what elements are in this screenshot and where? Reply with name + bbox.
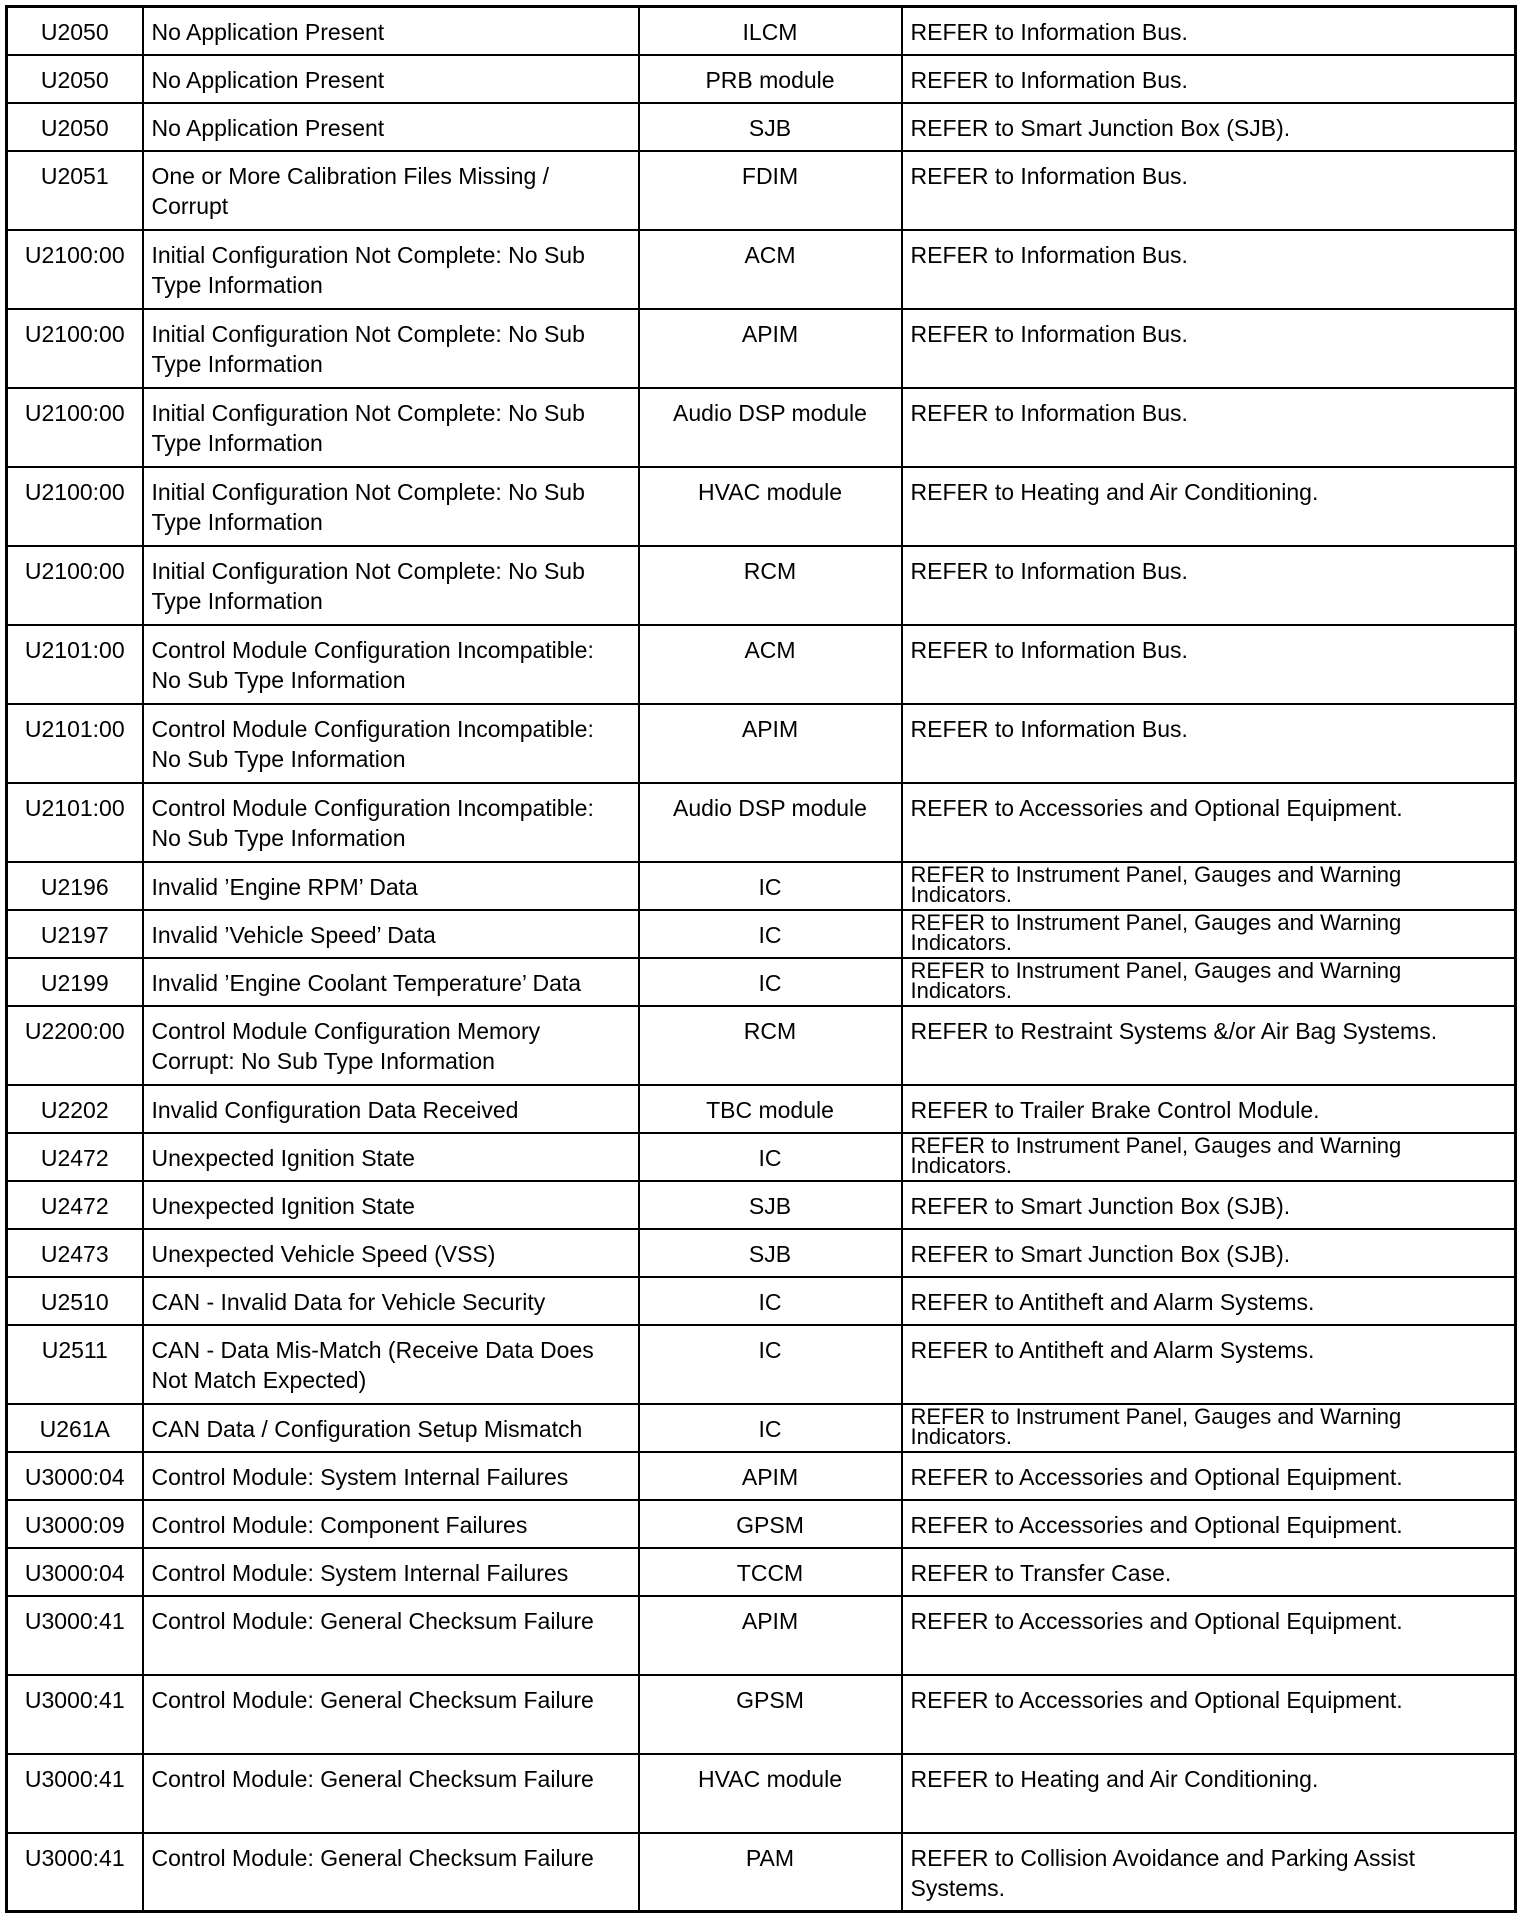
description-cell: Unexpected Ignition State: [143, 1181, 639, 1229]
description-cell: Invalid ’Engine RPM’ Data: [143, 862, 639, 910]
module-cell: IC: [639, 1277, 902, 1325]
action-cell: REFER to Smart Junction Box (SJB).: [902, 103, 1516, 151]
action-cell: REFER to Accessories and Optional Equipment.: [902, 1452, 1516, 1500]
dtc-code-cell: U2101:00: [7, 625, 143, 704]
action-cell: REFER to Instrument Panel, Gauges and Warning Indicators.: [902, 1404, 1516, 1452]
module-cell: Audio DSP module: [639, 783, 902, 862]
action-cell: REFER to Instrument Panel, Gauges and Warning Indicators.: [902, 958, 1516, 1006]
dtc-code-cell: U3000:41: [7, 1596, 143, 1675]
action-cell: REFER to Restraint Systems &/or Air Bag Systems.: [902, 1006, 1516, 1085]
description-cell: No Application Present: [143, 7, 639, 55]
dtc-code-cell: U2100:00: [7, 230, 143, 309]
description-cell: Control Module: System Internal Failures: [143, 1452, 639, 1500]
dtc-code-cell: U2196: [7, 862, 143, 910]
description-cell: Initial Configuration Not Complete: No Sub Type Information: [143, 546, 639, 625]
module-cell: IC: [639, 958, 902, 1006]
table-row: [7, 1548, 1516, 1596]
action-cell: REFER to Smart Junction Box (SJB).: [902, 1229, 1516, 1277]
description-cell: Initial Configuration Not Complete: No Sub Type Information: [143, 309, 639, 388]
dtc-code-cell: U2473: [7, 1229, 143, 1277]
module-cell: ILCM: [639, 7, 902, 55]
action-cell: REFER to Instrument Panel, Gauges and Warning Indicators.: [902, 1133, 1516, 1181]
action-cell: REFER to Information Bus.: [902, 7, 1516, 55]
module-cell: IC: [639, 862, 902, 910]
description-cell: Invalid Configuration Data Received: [143, 1085, 639, 1133]
table-row: [7, 958, 1516, 1006]
action-cell: REFER to Instrument Panel, Gauges and Warning Indicators.: [902, 862, 1516, 910]
description-cell: Control Module Configuration Incompatible: No Sub Type Information: [143, 704, 639, 783]
action-cell: REFER to Information Bus.: [902, 388, 1516, 467]
module-cell: ACM: [639, 625, 902, 704]
action-cell: REFER to Information Bus.: [902, 151, 1516, 230]
module-cell: SJB: [639, 103, 902, 151]
module-cell: IC: [639, 910, 902, 958]
dtc-code-cell: U2100:00: [7, 309, 143, 388]
dtc-code-cell: U2051: [7, 151, 143, 230]
description-cell: Control Module: General Checksum Failure: [143, 1675, 639, 1754]
table-row: [7, 862, 1516, 910]
module-cell: PAM: [639, 1833, 902, 1912]
dtc-code-cell: U2050: [7, 103, 143, 151]
description-cell: CAN - Data Mis-Match (Receive Data Does Not Match Expected): [143, 1325, 639, 1404]
dtc-table-body: [7, 7, 1516, 1912]
description-cell: Initial Configuration Not Complete: No Sub Type Information: [143, 467, 639, 546]
table-row: [7, 1085, 1516, 1133]
action-cell: REFER to Information Bus.: [902, 309, 1516, 388]
table-row: [7, 546, 1516, 625]
action-cell: REFER to Instrument Panel, Gauges and Warning Indicators.: [902, 910, 1516, 958]
module-cell: IC: [639, 1404, 902, 1452]
dtc-code-cell: U2050: [7, 55, 143, 103]
action-cell: REFER to Collision Avoidance and Parking Assist Systems.: [902, 1833, 1516, 1912]
description-cell: Unexpected Vehicle Speed (VSS): [143, 1229, 639, 1277]
description-cell: Invalid ’Engine Coolant Temperature’ Data: [143, 958, 639, 1006]
action-cell: REFER to Antitheft and Alarm Systems.: [902, 1325, 1516, 1404]
action-cell: REFER to Antitheft and Alarm Systems.: [902, 1277, 1516, 1325]
action-cell: REFER to Information Bus.: [902, 55, 1516, 103]
table-row: [7, 230, 1516, 309]
description-cell: Control Module: System Internal Failures: [143, 1548, 639, 1596]
action-cell: REFER to Information Bus.: [902, 546, 1516, 625]
description-cell: Initial Configuration Not Complete: No Sub Type Information: [143, 230, 639, 309]
module-cell: APIM: [639, 1452, 902, 1500]
module-cell: SJB: [639, 1229, 902, 1277]
table-row: [7, 1325, 1516, 1404]
table-row: [7, 1277, 1516, 1325]
dtc-code-cell: U2050: [7, 7, 143, 55]
dtc-code-cell: U2100:00: [7, 546, 143, 625]
description-cell: Initial Configuration Not Complete: No Sub Type Information: [143, 388, 639, 467]
description-cell: No Application Present: [143, 55, 639, 103]
module-cell: APIM: [639, 309, 902, 388]
dtc-code-cell: U2101:00: [7, 704, 143, 783]
table-row: [7, 151, 1516, 230]
dtc-code-cell: U2199: [7, 958, 143, 1006]
dtc-code-cell: U2472: [7, 1133, 143, 1181]
dtc-code-cell: U261A: [7, 1404, 143, 1452]
table-row: [7, 1404, 1516, 1452]
action-cell: REFER to Heating and Air Conditioning.: [902, 467, 1516, 546]
action-cell: REFER to Accessories and Optional Equipment.: [902, 1596, 1516, 1675]
table-row: [7, 55, 1516, 103]
table-row: [7, 1229, 1516, 1277]
dtc-code-cell: U2510: [7, 1277, 143, 1325]
description-cell: Control Module: General Checksum Failure: [143, 1754, 639, 1833]
description-cell: One or More Calibration Files Missing / Corrupt: [143, 151, 639, 230]
dtc-code-cell: U3000:04: [7, 1548, 143, 1596]
dtc-code-cell: U3000:41: [7, 1675, 143, 1754]
description-cell: Control Module: General Checksum Failure: [143, 1833, 639, 1912]
table-row: [7, 7, 1516, 55]
action-cell: REFER to Accessories and Optional Equipment.: [902, 783, 1516, 862]
module-cell: GPSM: [639, 1675, 902, 1754]
dtc-code-cell: U2200:00: [7, 1006, 143, 1085]
dtc-code-cell: U2101:00: [7, 783, 143, 862]
dtc-code-cell: U2100:00: [7, 467, 143, 546]
module-cell: TCCM: [639, 1548, 902, 1596]
dtc-code-cell: U3000:41: [7, 1833, 143, 1912]
dtc-code-cell: U2511: [7, 1325, 143, 1404]
description-cell: Control Module Configuration Incompatible: No Sub Type Information: [143, 625, 639, 704]
dtc-code-cell: U3000:41: [7, 1754, 143, 1833]
table-row: [7, 1596, 1516, 1675]
description-cell: Control Module Configuration Incompatible: No Sub Type Information: [143, 783, 639, 862]
action-cell: REFER to Transfer Case.: [902, 1548, 1516, 1596]
action-cell: REFER to Accessories and Optional Equipment.: [902, 1675, 1516, 1754]
description-cell: CAN Data / Configuration Setup Mismatch: [143, 1404, 639, 1452]
description-cell: CAN - Invalid Data for Vehicle Security: [143, 1277, 639, 1325]
dtc-code-cell: U2100:00: [7, 388, 143, 467]
action-cell: REFER to Information Bus.: [902, 704, 1516, 783]
module-cell: APIM: [639, 1596, 902, 1675]
table-row: [7, 1452, 1516, 1500]
module-cell: IC: [639, 1133, 902, 1181]
description-cell: Unexpected Ignition State: [143, 1133, 639, 1181]
table-row: [7, 1133, 1516, 1181]
table-row: [7, 625, 1516, 704]
action-cell: REFER to Accessories and Optional Equipment.: [902, 1500, 1516, 1548]
table-row: [7, 309, 1516, 388]
dtc-code-cell: U2197: [7, 910, 143, 958]
table-row: [7, 1754, 1516, 1833]
description-cell: No Application Present: [143, 103, 639, 151]
module-cell: HVAC module: [639, 467, 902, 546]
module-cell: HVAC module: [639, 1754, 902, 1833]
dtc-code-cell: U3000:09: [7, 1500, 143, 1548]
dtc-code-cell: U3000:04: [7, 1452, 143, 1500]
dtc-code-cell: U2472: [7, 1181, 143, 1229]
table-row: [7, 1006, 1516, 1085]
module-cell: TBC module: [639, 1085, 902, 1133]
table-row: [7, 1675, 1516, 1754]
module-cell: IC: [639, 1325, 902, 1404]
dtc-table: [5, 5, 1517, 1913]
action-cell: REFER to Heating and Air Conditioning.: [902, 1754, 1516, 1833]
module-cell: FDIM: [639, 151, 902, 230]
table-row: [7, 910, 1516, 958]
module-cell: RCM: [639, 546, 902, 625]
description-cell: Invalid ’Vehicle Speed’ Data: [143, 910, 639, 958]
module-cell: APIM: [639, 704, 902, 783]
description-cell: Control Module: Component Failures: [143, 1500, 639, 1548]
table-row: [7, 1181, 1516, 1229]
dtc-code-cell: U2202: [7, 1085, 143, 1133]
action-cell: REFER to Information Bus.: [902, 625, 1516, 704]
module-cell: PRB module: [639, 55, 902, 103]
action-cell: REFER to Trailer Brake Control Module.: [902, 1085, 1516, 1133]
table-row: [7, 467, 1516, 546]
table-row: [7, 388, 1516, 467]
module-cell: SJB: [639, 1181, 902, 1229]
table-row: [7, 103, 1516, 151]
module-cell: GPSM: [639, 1500, 902, 1548]
action-cell: REFER to Smart Junction Box (SJB).: [902, 1181, 1516, 1229]
description-cell: Control Module: General Checksum Failure: [143, 1596, 639, 1675]
module-cell: RCM: [639, 1006, 902, 1085]
description-cell: Control Module Configuration Memory Corrupt: No Sub Type Information: [143, 1006, 639, 1085]
action-cell: REFER to Information Bus.: [902, 230, 1516, 309]
table-row: [7, 1500, 1516, 1548]
module-cell: ACM: [639, 230, 902, 309]
table-row: [7, 704, 1516, 783]
module-cell: Audio DSP module: [639, 388, 902, 467]
table-row: [7, 783, 1516, 862]
